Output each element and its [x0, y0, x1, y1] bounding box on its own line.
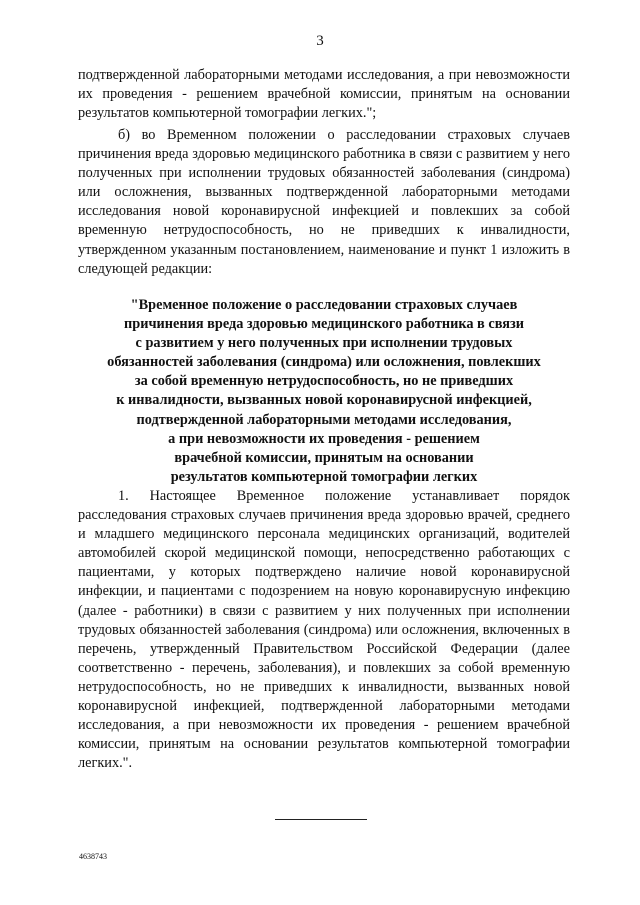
amended-title-line: с развитием у него полученных при исполнении трудовых [135, 335, 513, 352]
amended-title-line: обязанностей заболевания (синдрома) или осложнения, повлекших [107, 354, 541, 371]
clause-1-paragraph: 1. Настоящее Временное положение устанавливает порядок расследования страховых случаев причинения вреда здоровью врачей, среднего и младшего медицинского персонала медицинских организаций, водителей автомобилей скорой медицинской помощи, непосредственно работающих с пациентами, у которых подтверждено наличие новой коронавирусной инфекции, и пациентами с подозрением на новую коронавирусную инфекцию (далее - работники) в связи с развитием у них полученных при исполнении трудовых обязанностей заболевания (синдрома) или осложнения, включенных в перечень, утвержденный Правительством Российской Федерации (далее соответственно - перечень, заболевания), и повлекших за собой временную нетрудоспособность, но не приведших к инвалидности, вызванных новой коронавирусной инфекцией, подтвержденной лабораторными методами исследования, а при невозможности их проведения - решением врачебной комиссии, принятым на основании результатов компьютерной томографии легких.". [78, 488, 570, 772]
amended-title-line: за собой временную нетрудоспособность, но не приведших [134, 373, 514, 390]
paragraph-b-amendment: б) во Временном положении о расследовании страховых случаев причинения вреда здоровью медицинского работника в связи с развитием у него полученных при исполнении трудовых обязанностей заболевания (синдрома) или осложнения, вызванных подтвержденной лабораторными методами исследования новой коронавирусной инфекцией и повлекших за собой временную нетрудоспособность, но не приведших к инвалидности, утвержденном указанным постановлением, наименование и пункт 1 изложить в следующей редакции: [78, 127, 570, 277]
amended-title-line: к инвалидности, вызванных новой коронавирусной инфекцией, [116, 392, 532, 409]
paragraph-continuation: подтвержденной лабораторными методами исследования, а при невозможности их проведения - решением врачебной комиссии, принятым на основании результатов компьютерной томографии легких."; [78, 67, 570, 122]
amended-title-line: "Временное положение о расследовании страховых случаев [130, 297, 518, 313]
document-code: 4638743 [79, 852, 107, 861]
amended-title-line: результатов компьютерной томографии легких [170, 468, 478, 485]
amended-title-line: врачебной комиссии, принятым на основании [174, 449, 474, 466]
amended-title-line: а при невозможности их проведения - решением [168, 430, 480, 447]
amended-title-line: подтвержденной лабораторными методами исследования, [136, 411, 512, 428]
amended-title-line: причинения вреда здоровью медицинского работника в связи [124, 316, 524, 333]
end-separator-line [275, 819, 367, 820]
page-number: 3 [316, 33, 324, 49]
amended-title [78, 296, 570, 487]
